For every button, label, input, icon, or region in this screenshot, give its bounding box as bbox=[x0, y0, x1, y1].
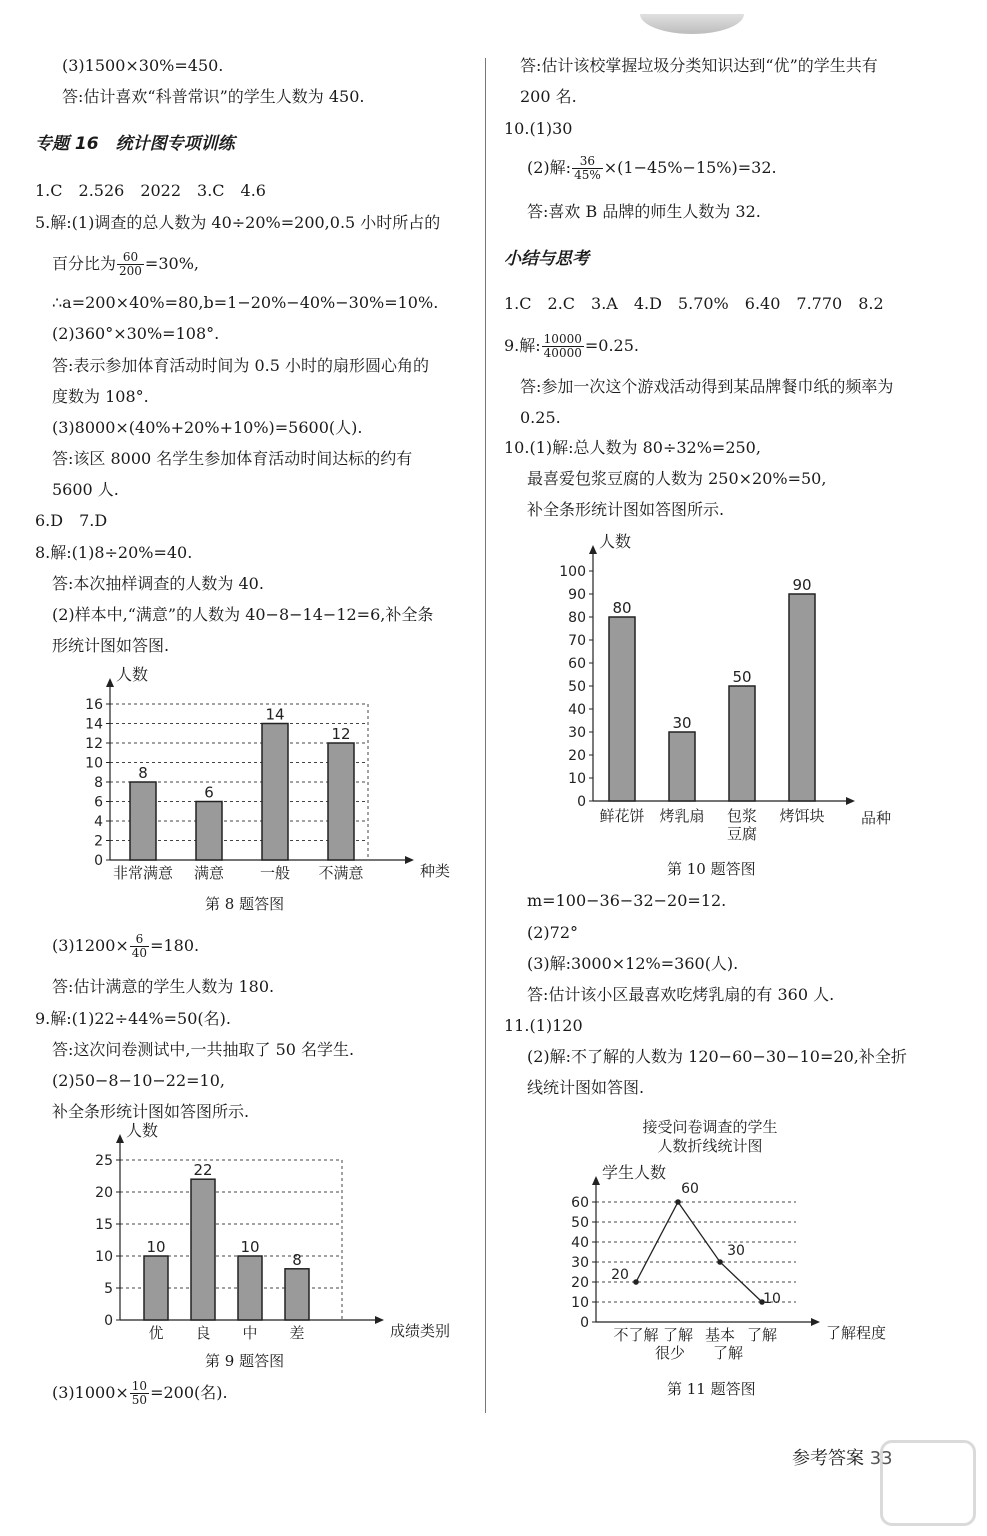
text-line: (2)360°×30%=108°. bbox=[52, 324, 220, 343]
bar-value-label: 10 bbox=[146, 1238, 166, 1256]
x-tick-label: 差 bbox=[289, 1324, 305, 1342]
x-axis-label: 了解程度 bbox=[826, 1324, 887, 1342]
text-line: 答:喜欢 B 品牌的师生人数为 32. bbox=[527, 202, 761, 221]
y-tick-label: 14 bbox=[85, 716, 103, 733]
fraction bbox=[542, 333, 584, 360]
bar bbox=[262, 724, 288, 861]
x-axis-label: 品种 bbox=[861, 809, 892, 827]
text-line: 最喜爱包浆豆腐的人数为 250×20%=50, bbox=[527, 469, 827, 488]
y-tick-label: 20 bbox=[95, 1185, 113, 1201]
bar bbox=[729, 686, 755, 801]
x-tick-label: 良 bbox=[195, 1324, 211, 1342]
fraction-numerator: 6 bbox=[130, 933, 149, 947]
bar-value-label: 6 bbox=[204, 783, 214, 802]
bar-value-label: 90 bbox=[792, 576, 812, 594]
bar bbox=[238, 1256, 262, 1320]
bar-value-label: 50 bbox=[732, 668, 752, 686]
chart-q11 bbox=[560, 1112, 887, 1367]
text-line: 0.25. bbox=[520, 408, 561, 427]
y-tick-label: 20 bbox=[571, 1275, 589, 1291]
y-tick-label: 16 bbox=[85, 697, 103, 713]
text-line: 答:估计该小区最喜欢吃烤乳扇的有 360 人. bbox=[527, 985, 835, 1004]
text-line: 补全条形统计图如答图所示. bbox=[527, 500, 725, 519]
y-axis-label: 人数 bbox=[599, 532, 632, 551]
bar bbox=[144, 1256, 168, 1320]
fraction bbox=[117, 251, 144, 278]
text-line: 形统计图如答图. bbox=[52, 636, 170, 655]
text-line: (2)50−8−10−22=10, bbox=[52, 1071, 225, 1090]
y-tick-label: 50 bbox=[571, 1215, 589, 1231]
text-line: 答:这次问卷测试中,一共抽取了 50 名学生. bbox=[52, 1040, 355, 1059]
text-segment: 百分比为 bbox=[52, 254, 117, 273]
text-line-with-fraction bbox=[504, 333, 639, 360]
x-tick-label: 中 bbox=[242, 1324, 258, 1342]
y-tick-label: 10 bbox=[95, 1249, 113, 1265]
text-line-with-fraction bbox=[527, 155, 777, 182]
x-tick-label: 包浆 bbox=[726, 807, 758, 825]
bar bbox=[285, 1269, 309, 1320]
fraction-numerator: 10 bbox=[131, 1379, 148, 1393]
page-tab-mark bbox=[640, 14, 744, 34]
y-tick-label: 10 bbox=[85, 755, 103, 772]
bar-value-label: 12 bbox=[331, 725, 351, 743]
axis-arrow bbox=[846, 797, 855, 805]
y-tick-label: 0 bbox=[104, 1313, 113, 1329]
chart-q8 bbox=[70, 664, 451, 884]
y-tick-label: 25 bbox=[95, 1153, 113, 1169]
bar-value-label: 10 bbox=[240, 1238, 260, 1256]
text-line: 补全条形统计图如答图所示. bbox=[52, 1102, 250, 1121]
y-tick-label: 40 bbox=[568, 702, 586, 718]
data-label: 10 bbox=[763, 1291, 781, 1307]
chart-title: 接受问卷调查的学生 bbox=[642, 1118, 778, 1136]
text-line: (2)样本中,“满意”的人数为 40−8−14−12=6,补全条 bbox=[52, 605, 434, 624]
x-tick-label: 基本 bbox=[704, 1326, 736, 1344]
text-line: 答:参加一次这个游戏活动得到某品牌餐巾纸的频率为 bbox=[520, 377, 894, 396]
text-line: 5600 人. bbox=[52, 480, 119, 499]
axis-arrow bbox=[106, 678, 114, 687]
text-line: 10.(1)30 bbox=[504, 119, 573, 138]
section-heading: 小结与思考 bbox=[504, 249, 589, 269]
bar bbox=[789, 594, 815, 801]
x-tick-label: 了解 bbox=[746, 1326, 778, 1344]
bar-value-label: 30 bbox=[672, 714, 692, 732]
x-tick-label: 鲜花饼 bbox=[599, 807, 645, 825]
fraction-denominator: 40000 bbox=[543, 346, 582, 360]
text-segment: =30%, bbox=[144, 254, 199, 273]
x-axis-label: 种类 bbox=[420, 862, 451, 880]
fraction-denominator: 200 bbox=[119, 264, 142, 278]
text-segment: ×(1−45%−15%)=32. bbox=[603, 158, 777, 177]
text-segment: =200(名). bbox=[150, 1383, 228, 1402]
chart-caption: 第 8 题答图 bbox=[205, 895, 285, 913]
text-line: m=100−36−32−20=12. bbox=[527, 891, 727, 910]
text-line: 8.解:(1)8÷20%=40. bbox=[35, 543, 193, 562]
chart-q10 bbox=[555, 532, 892, 850]
chart-caption: 第 10 题答图 bbox=[667, 860, 756, 878]
text-segment: (2)解: bbox=[527, 158, 572, 177]
text-line: 答:估计该校掌握垃圾分类知识达到“优”的学生共有 bbox=[520, 56, 878, 75]
y-tick-label: 2 bbox=[94, 833, 103, 850]
axis-arrow bbox=[811, 1318, 820, 1326]
bar-value-label: 8 bbox=[292, 1250, 302, 1269]
y-tick-label: 4 bbox=[94, 814, 103, 830]
x-axis-label: 成绩类别 bbox=[390, 1322, 451, 1340]
text-line: 答:估计满意的学生人数为 180. bbox=[52, 977, 275, 996]
data-point bbox=[633, 1279, 639, 1285]
bar bbox=[191, 1179, 215, 1320]
chart-caption: 第 9 题答图 bbox=[205, 1352, 285, 1370]
bar-value-label: 8 bbox=[138, 764, 148, 782]
x-tick-label: 不了解 bbox=[613, 1326, 659, 1344]
bar-value-label: 22 bbox=[193, 1161, 213, 1180]
y-tick-label: 15 bbox=[95, 1217, 113, 1233]
x-tick-label: 优 bbox=[148, 1324, 164, 1342]
y-tick-label: 8 bbox=[94, 775, 103, 791]
text-line: 5.解:(1)调查的总人数为 40÷20%=200,0.5 小时所占的 bbox=[35, 213, 441, 232]
x-tick-label: 烤饵块 bbox=[779, 807, 825, 825]
bar-value-label: 14 bbox=[265, 705, 285, 724]
fraction-numerator: 60 bbox=[117, 251, 144, 265]
x-tick-label: 烤乳扇 bbox=[659, 807, 705, 825]
y-tick-label: 30 bbox=[568, 725, 586, 741]
y-tick-label: 80 bbox=[568, 610, 586, 626]
text-line: 10.(1)解:总人数为 80÷32%=250, bbox=[504, 438, 761, 457]
text-line: 答:估计喜欢“科普常识”的学生人数为 450. bbox=[62, 87, 365, 106]
chart-title: 人数折线统计图 bbox=[657, 1137, 763, 1155]
data-point bbox=[675, 1199, 681, 1205]
x-tick-label: 非常满意 bbox=[112, 864, 174, 882]
text-line: (3)1500×30%=450. bbox=[62, 56, 224, 75]
text-line: 6.D 7.D bbox=[35, 511, 108, 530]
text-line-with-fraction bbox=[52, 251, 199, 278]
bar bbox=[130, 782, 156, 860]
y-tick-label: 90 bbox=[568, 587, 586, 603]
y-axis-label: 学生人数 bbox=[602, 1163, 667, 1182]
text-line: 1.C 2.526 2022 3.C 4.6 bbox=[35, 181, 266, 200]
text-segment: =0.25. bbox=[584, 336, 639, 355]
axis-arrow bbox=[375, 1316, 384, 1324]
fraction-numerator: 36 bbox=[572, 155, 603, 169]
section-heading: 专题 16 统计图专项训练 bbox=[35, 134, 235, 154]
y-tick-label: 10 bbox=[568, 771, 586, 787]
y-axis-label: 人数 bbox=[116, 665, 149, 684]
fraction-numerator: 10000 bbox=[543, 332, 582, 346]
y-tick-label: 40 bbox=[571, 1235, 589, 1251]
fraction-denominator: 50 bbox=[131, 1393, 148, 1407]
bar bbox=[328, 743, 354, 860]
y-tick-label: 60 bbox=[568, 656, 586, 672]
x-tick-label: 了解 bbox=[662, 1326, 694, 1344]
y-axis-label: 人数 bbox=[126, 1121, 159, 1140]
text-segment: =180. bbox=[150, 936, 200, 955]
y-tick-label: 100 bbox=[559, 564, 586, 580]
y-tick-label: 0 bbox=[580, 1315, 589, 1331]
data-label: 20 bbox=[611, 1267, 629, 1283]
text-line-with-fraction bbox=[52, 933, 199, 960]
fraction-denominator: 45% bbox=[574, 168, 601, 182]
text-segment: 9.解: bbox=[504, 336, 541, 355]
axis-arrow bbox=[116, 1134, 124, 1143]
y-tick-label: 20 bbox=[568, 748, 586, 764]
y-tick-label: 5 bbox=[104, 1281, 113, 1297]
text-line: 答:本次抽样调查的人数为 40. bbox=[52, 574, 264, 593]
bar bbox=[669, 732, 695, 801]
bar bbox=[196, 802, 222, 861]
axis-arrow bbox=[405, 856, 414, 864]
y-tick-label: 30 bbox=[571, 1255, 589, 1271]
text-line: 线统计图如答图. bbox=[527, 1078, 645, 1097]
watermark-stamp bbox=[880, 1440, 976, 1526]
text-line: 答:表示参加体育活动时间为 0.5 小时的扇形圆心角的 bbox=[52, 356, 430, 375]
y-tick-label: 0 bbox=[94, 853, 103, 869]
axis-arrow bbox=[589, 545, 597, 554]
text-line: 答:该区 8000 名学生参加体育活动时间达标的约有 bbox=[52, 449, 413, 468]
text-line: ∴a=200×40%=80,b=1−20%−40%−30%=10%. bbox=[52, 293, 439, 312]
text-line: (3)8000×(40%+20%+10%)=5600(人). bbox=[52, 418, 363, 437]
y-tick-label: 6 bbox=[94, 794, 103, 811]
axis-arrow bbox=[592, 1176, 600, 1185]
fraction bbox=[130, 933, 149, 960]
y-tick-label: 10 bbox=[571, 1295, 589, 1311]
text-line: 9.解:(1)22÷44%=50(名). bbox=[35, 1009, 231, 1028]
text-line-with-fraction bbox=[52, 1380, 228, 1407]
y-tick-label: 60 bbox=[571, 1195, 589, 1211]
text-line: (3)解:3000×12%=360(人). bbox=[527, 954, 739, 973]
footer-label: 参考答案 bbox=[792, 1448, 864, 1469]
x-tick-label: 了解 bbox=[712, 1344, 744, 1362]
text-segment: (3)1000× bbox=[52, 1383, 129, 1402]
fraction bbox=[130, 1380, 149, 1407]
bar-value-label: 80 bbox=[612, 599, 632, 617]
y-tick-label: 12 bbox=[85, 736, 103, 752]
text-line: 度数为 108°. bbox=[52, 387, 149, 406]
text-line: 200 名. bbox=[520, 87, 577, 106]
bar bbox=[609, 617, 635, 801]
chart-q9 bbox=[70, 1121, 451, 1352]
chart-caption: 第 11 题答图 bbox=[667, 1380, 756, 1398]
data-point bbox=[717, 1259, 723, 1265]
page-footer bbox=[792, 1444, 893, 1470]
y-tick-label: 50 bbox=[568, 679, 586, 695]
data-label: 60 bbox=[681, 1181, 699, 1197]
text-line: 1.C 2.C 3.A 4.D 5.70% 6.40 7.770 8.2 bbox=[504, 294, 884, 313]
text-line: (2)解:不了解的人数为 120−60−30−10=20,补全折 bbox=[527, 1047, 907, 1066]
column-divider bbox=[485, 58, 486, 1413]
y-tick-label: 0 bbox=[577, 794, 586, 810]
text-line: (2)72° bbox=[527, 923, 579, 942]
x-tick-label: 满意 bbox=[193, 864, 225, 882]
x-tick-label: 不满意 bbox=[318, 864, 364, 882]
x-tick-label: 一般 bbox=[259, 864, 291, 882]
fraction bbox=[572, 155, 603, 182]
x-tick-label: 豆腐 bbox=[726, 825, 758, 843]
page-number: 33 bbox=[869, 1448, 893, 1469]
text-segment: (3)1200× bbox=[52, 936, 129, 955]
text-line: 11.(1)120 bbox=[504, 1016, 583, 1035]
x-tick-label: 很少 bbox=[654, 1344, 686, 1362]
fraction-denominator: 40 bbox=[131, 946, 148, 960]
y-tick-label: 70 bbox=[568, 633, 586, 649]
data-label: 30 bbox=[727, 1243, 745, 1259]
